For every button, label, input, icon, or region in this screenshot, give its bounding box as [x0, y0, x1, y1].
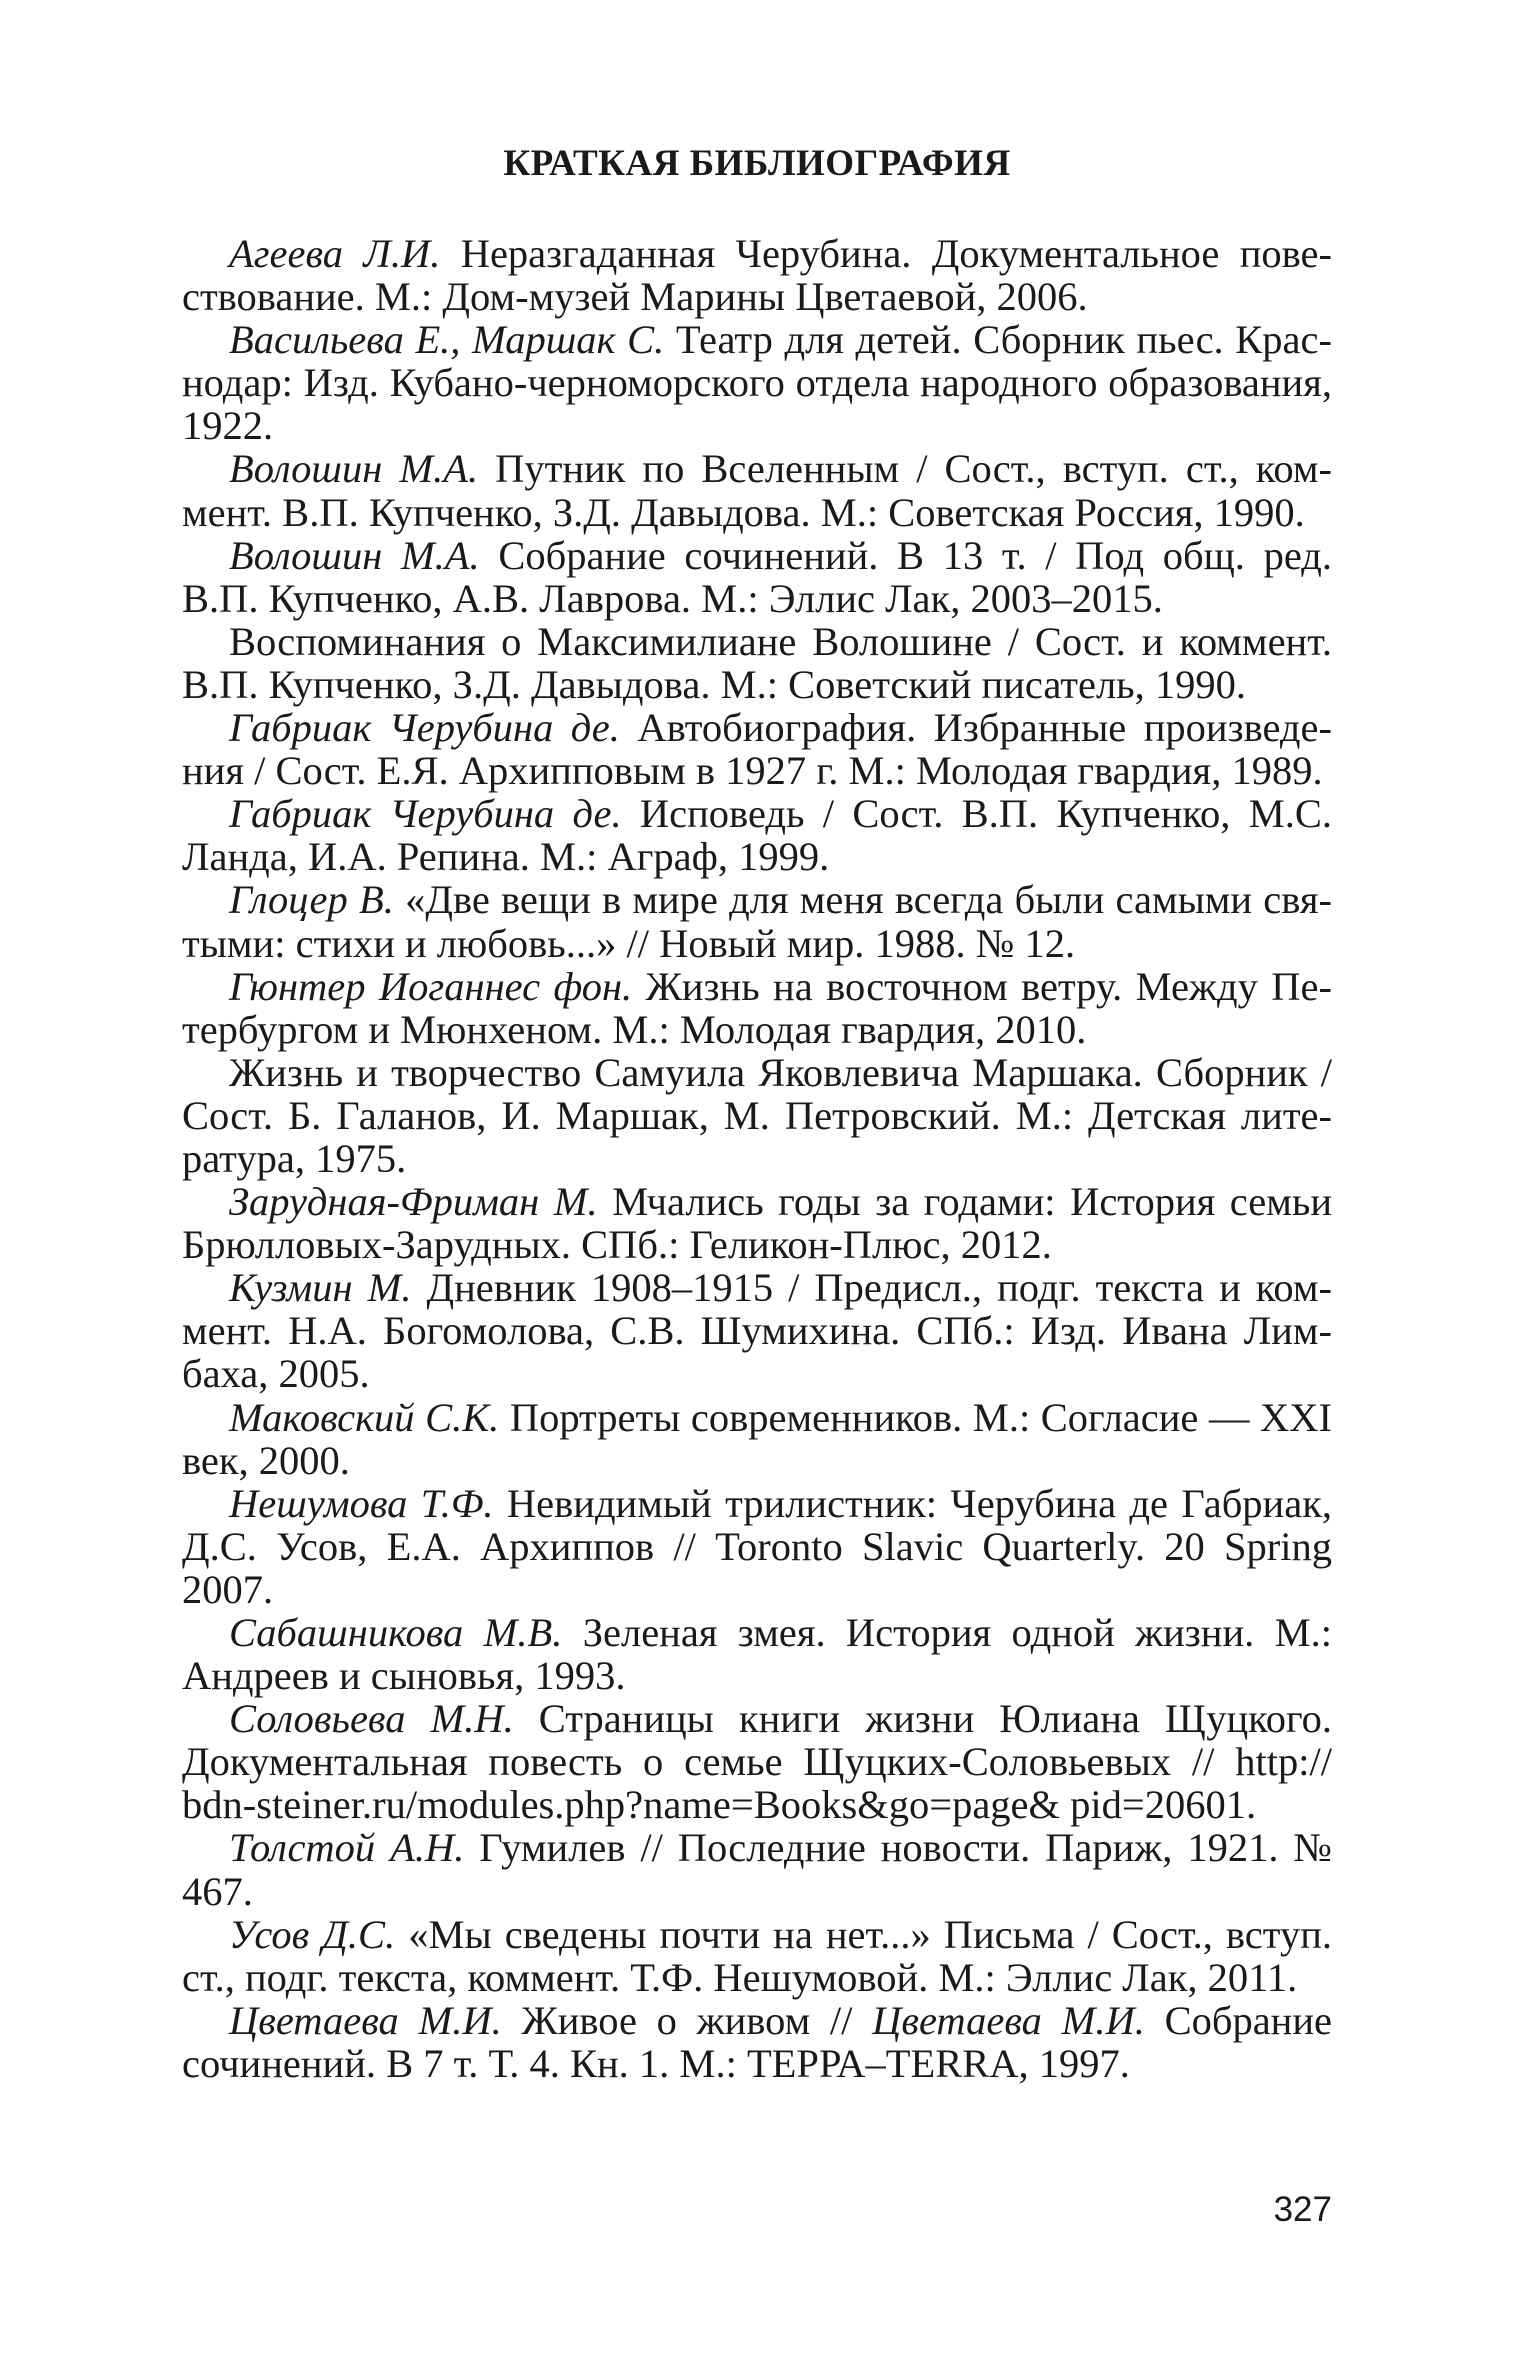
- entry-text-secondary: Собрание сочинений. В 7 т. Т. 4. Кн. 1. М.: ТЕРРА–TERRA, 1997.: [182, 1997, 1332, 2086]
- bibliography-entry: [182, 447, 1332, 533]
- entry-text: «Мы сведены почти на нет...» Письма / Сост., вступ. ст., подг. текста, коммент. Т.Ф. Нешумовой. М.: Эллис Лак, 2011.: [182, 1911, 1332, 2000]
- bibliography-entry: [182, 620, 1332, 706]
- entry-text: Неразгаданная Черубина. Документальное повествование. М.: Дом-музей Марины Цветаевой, 2006.: [182, 231, 1332, 320]
- bibliography-entry: [182, 1482, 1332, 1611]
- entry-author: Зарудная-Фриман М.: [229, 1179, 598, 1225]
- entry-author: Усов Д.С.: [229, 1911, 396, 1957]
- bibliography-entry: [182, 1266, 1332, 1395]
- entry-text: Путник по Вселенным / Сост., вступ. ст., коммент. В.П. Купченко, З.Д. Давыдова. М.: Советская Россия, 1990.: [182, 446, 1332, 535]
- bibliography-entry: [182, 1396, 1332, 1482]
- entry-text: «Две вещи в мире для меня всегда были самыми святыми: стихи и любовь...» // Новый мир. 1988. № 12.: [182, 877, 1332, 966]
- book-page: [182, 0, 1332, 2363]
- entry-text: Исповедь / Сост. В.П. Купченко, М.С. Ланда, И.А. Репина. М.: Аграф, 1999.: [182, 791, 1332, 880]
- entry-author: Агеева Л.И.: [229, 231, 441, 276]
- bibliography-entry: [182, 232, 1332, 318]
- entry-author: Гюнтер Иоганнес фон.: [229, 963, 633, 1009]
- entry-author: Габриак Черубина де.: [229, 705, 620, 751]
- entry-author: Толстой А.Н.: [229, 1825, 465, 1871]
- entry-author: Соловьева М.Н.: [229, 1696, 514, 1742]
- bibliography-entry: [182, 878, 1332, 964]
- entry-text: Театр для детей. Сборник пьес. Краснодар: Изд. Кубано-черноморского отдела народного образования, 1922.: [182, 317, 1332, 449]
- entry-author: Глоцер В.: [229, 877, 394, 923]
- bibliography-entry: [182, 1180, 1332, 1266]
- entry-author: Васильева Е., Маршак С.: [229, 317, 665, 363]
- bibliography-entry: [182, 965, 1332, 1051]
- bibliography-entry: [182, 1697, 1332, 1826]
- bibliography-entry: [182, 706, 1332, 792]
- bibliography-entry: [182, 318, 1332, 447]
- entry-author: Габриак Черубина де.: [229, 791, 622, 837]
- entry-author: Сабашникова М.В.: [229, 1610, 563, 1655]
- entry-text: Мчались годы за годами: История семьи Брюлловых-Зарудных. СПб.: Геликон-Плюс, 2012.: [182, 1179, 1333, 1268]
- entry-text: Жизнь и творчество Самуила Яковлевича Маршака. Сборник / Сост. Б. Галанов, И. Маршак, М. Петровский. М.: Детская литература, 1975.: [182, 1049, 1332, 1181]
- entry-author: Волошин М.А.: [229, 532, 480, 578]
- page-number: 327: [1273, 2190, 1332, 2229]
- entry-author: Кузмин М.: [229, 1265, 412, 1311]
- entry-text: Страницы книги жизни Юлиана Щуцкого. Документальная повесть о семье Щуцких-Соловьевых // http:// bdn-steiner.ru/modules.php?name=Books&go=page& pid=20601.: [182, 1696, 1333, 1828]
- entry-text: Портреты современников. М.: Согласие — XXI век, 2000.: [182, 1394, 1332, 1483]
- entry-text: Гумилев // Последние новости. Париж, 1921. № 467.: [182, 1825, 1333, 1914]
- entry-text: Живое о живом //: [521, 1997, 853, 2043]
- entry-text: Невидимый трилистник: Черубина де Габриак, Д.С. Усов, Е.А. Архиппов // Toronto Slavic Quarterly. 20 Spring 2007.: [182, 1480, 1333, 1612]
- entry-text: Жизнь на восточном ветру. Между Петербургом и Мюнхеном. М.: Молодая гвардия, 2010.: [182, 963, 1332, 1052]
- bibliography-entry: [182, 1999, 1332, 2085]
- entry-author: Волошин М.А.: [229, 446, 479, 492]
- entry-text: Дневник 1908–1915 / Предисл., подг. текста и коммент. Н.А. Богомолова, С.В. Шумихина. СПб.: Изд. Ивана Лимбаха, 2005.: [182, 1265, 1332, 1397]
- entry-author: Маковский С.К.: [229, 1394, 500, 1440]
- bibliography-list: [182, 232, 1332, 2085]
- bibliography-entry: [182, 534, 1332, 620]
- entry-text: Воспоминания о Максимилиане Волошине / Сост. и коммент. В.П. Купченко, З.Д. Давыдова. М.: Советский писатель, 1990.: [182, 618, 1332, 707]
- bibliography-entry: [182, 1826, 1332, 1912]
- entry-text: Автобиография. Избранные произведения / Сост. Е.Я. Архипповым в 1927 г. М.: Молодая гвардия, 1989.: [182, 705, 1332, 794]
- bibliography-entry: [182, 1611, 1332, 1697]
- entry-text: Зеленая змея. История одной жизни. М.: Андреев и сыновья, 1993.: [182, 1610, 1332, 1699]
- bibliography-entry: [182, 792, 1332, 878]
- bibliography-entry: [182, 1913, 1332, 1999]
- entry-text: Собрание сочинений. В 13 т. / Под общ. ред. В.П. Купченко, А.В. Лаврова. М.: Эллис Лак, 2003–2015.: [182, 532, 1332, 621]
- bibliography-entry: [182, 1051, 1332, 1180]
- entry-author-secondary: Цветаева М.И.: [872, 1997, 1145, 2043]
- entry-author: Цветаева М.И.: [229, 1997, 502, 2043]
- page-title: КРАТКАЯ БИБЛИОГРАФИЯ: [503, 143, 1011, 184]
- entry-author: Нешумова Т.Ф.: [229, 1480, 494, 1526]
